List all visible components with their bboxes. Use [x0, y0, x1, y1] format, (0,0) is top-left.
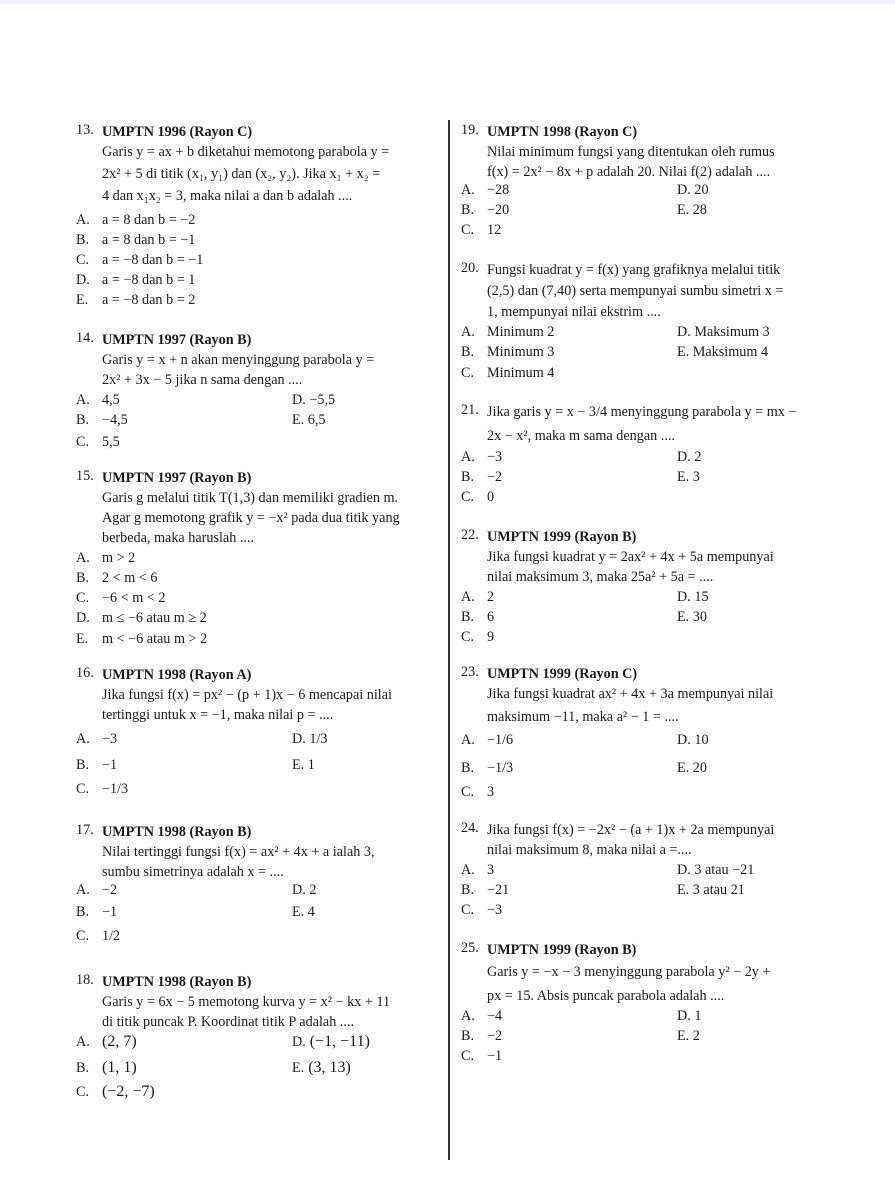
option-b[interactable] [461, 200, 509, 220]
stem-line: Jika fungsi kuadrat y = 2ax² + 4x + 5a mempunyai [487, 549, 774, 565]
option-a[interactable] [76, 729, 117, 749]
option-letter: C. [461, 1048, 475, 1064]
option-text: −1 [102, 757, 118, 773]
option-text: −4 [487, 1008, 503, 1024]
option-letter: A. [461, 182, 475, 198]
option-text: (−2, −7) [102, 1083, 155, 1100]
option-d[interactable] [76, 608, 207, 628]
option-d[interactable] [292, 880, 316, 900]
question-number: 18. [76, 972, 94, 988]
option-d[interactable] [292, 1032, 370, 1052]
question-title: UMPTN 1999 (Rayon B) [487, 529, 637, 545]
option-letter: E. [292, 1060, 305, 1076]
option-e[interactable] [677, 880, 745, 900]
option-text: 2 [694, 449, 702, 465]
option-a[interactable] [461, 730, 513, 750]
option-c[interactable] [76, 250, 203, 270]
option-text: 10 [694, 732, 709, 748]
option-text: −4,5 [102, 412, 128, 428]
option-d[interactable] [677, 860, 754, 880]
question-title: UMPTN 1998 (Rayon C) [487, 124, 638, 140]
option-letter: B. [76, 412, 90, 428]
option-text: (1, 1) [102, 1059, 137, 1076]
option-letter: E. [677, 469, 690, 485]
option-letter: A. [76, 882, 90, 898]
stem-line: 2x² + 3x − 5 jika n sama dengan .... [102, 372, 303, 388]
option-e[interactable] [292, 1058, 351, 1078]
option-letter: B. [76, 904, 90, 920]
option-letter: C. [76, 252, 90, 268]
option-c[interactable] [461, 900, 502, 920]
option-letter: E. [292, 412, 305, 428]
option-letter: D. [677, 589, 691, 605]
column-divider [448, 120, 450, 1160]
option-letter: A. [461, 589, 475, 605]
option-b[interactable] [76, 410, 128, 430]
option-text: 3 atau −21 [694, 862, 755, 878]
option-text: m > 2 [102, 550, 136, 566]
option-c[interactable] [461, 363, 554, 383]
question-number: 13. [76, 122, 94, 138]
stem-line: Nilai tertinggi fungsi f(x) = ax² + 4x + a ialah 3, [102, 844, 375, 860]
option-letter: B. [461, 609, 475, 625]
option-text: 2 [487, 589, 495, 605]
stem-line: (2,5) dan (7,40) serta mempunyai sumbu simetri x = [487, 283, 784, 299]
option-text: Minimum 4 [487, 365, 555, 381]
option-letter: A. [76, 1034, 90, 1050]
option-letter: C. [461, 784, 475, 800]
option-text: −1/6 [487, 732, 514, 748]
option-letter: D. [292, 392, 306, 408]
stem-line: 1, mempunyai nilai ekstrim .... [487, 304, 661, 320]
option-b[interactable] [461, 758, 513, 778]
option-letter: B. [461, 469, 475, 485]
option-a[interactable] [461, 180, 509, 200]
option-text: 1/3 [309, 731, 328, 747]
option-letter: B. [461, 202, 475, 218]
option-letter: E. [292, 904, 305, 920]
stem-line: Agar g memotong grafik y = −x² pada dua titik yang [102, 510, 400, 526]
option-a[interactable] [76, 390, 120, 410]
option-c[interactable] [76, 926, 120, 946]
option-text: −2 [102, 882, 118, 898]
option-letter: E. [677, 344, 690, 360]
stem-line: Jika fungsi f(x) = px² − (p + 1)x − 6 mencapai nilai [102, 687, 392, 703]
stem-line: Jika fungsi kuadrat ax² + 4x + 3a mempunyai nilai [487, 686, 774, 702]
option-d[interactable] [292, 390, 335, 410]
option-letter: B. [76, 570, 90, 586]
option-b[interactable] [461, 1026, 502, 1046]
option-letter: B. [461, 760, 475, 776]
question-title: UMPTN 1999 (Rayon C) [487, 666, 638, 682]
option-text: 28 [692, 202, 707, 218]
option-text: 20 [694, 182, 709, 198]
option-text: 6 [487, 609, 495, 625]
option-text: 1 [307, 757, 315, 773]
question-number: 21. [461, 402, 479, 418]
stem-line: berbeda, maka haruslah .... [102, 530, 255, 546]
option-letter: E. [292, 757, 305, 773]
option-letter: D. [292, 731, 306, 747]
stem-line: Garis y = 6x − 5 memotong kurva y = x² − kx + 11 [102, 994, 391, 1010]
question-number: 22. [461, 527, 479, 543]
question-title: UMPTN 1997 (Rayon B) [102, 332, 252, 348]
option-text: −2 [487, 469, 503, 485]
question-number: 25. [461, 940, 479, 956]
option-text: 3 atau 21 [692, 882, 745, 898]
option-text: Maksimum 4 [692, 344, 769, 360]
option-letter: B. [461, 1028, 475, 1044]
stem-line: 2x − x², maka m sama dengan .... [487, 428, 675, 444]
option-text: −28 [487, 182, 510, 198]
option-text: 2 < m < 6 [102, 570, 158, 586]
option-b[interactable] [461, 607, 494, 627]
option-c[interactable] [461, 220, 501, 240]
option-letter: C. [461, 489, 475, 505]
option-e[interactable] [76, 629, 207, 649]
option-d[interactable] [292, 729, 327, 749]
question-number: 24. [461, 820, 479, 836]
option-letter: C. [461, 222, 475, 238]
stem-line: px = 15. Absis puncak parabola adalah .... [487, 988, 725, 1004]
stem-line: nilai maksimum 8, maka nilai a =.... [487, 842, 692, 858]
option-text: −20 [487, 202, 510, 218]
option-e[interactable] [677, 342, 768, 362]
option-a[interactable] [76, 210, 195, 230]
option-c[interactable] [76, 588, 165, 608]
option-d[interactable] [76, 270, 195, 290]
option-letter: A. [76, 550, 90, 566]
option-letter: E. [677, 760, 690, 776]
option-letter: D. [76, 272, 90, 288]
option-letter: E. [677, 202, 690, 218]
option-a[interactable] [76, 880, 117, 900]
option-text: −3 [102, 731, 118, 747]
option-text: (−1, −11) [309, 1033, 370, 1050]
option-text: 15 [694, 589, 709, 605]
option-e[interactable] [677, 467, 700, 487]
question-number: 19. [461, 122, 479, 138]
question-title: UMPTN 1998 (Rayon A) [102, 667, 252, 683]
option-letter: B. [461, 882, 475, 898]
stem-line: di titik puncak P. Koordinat titik P adalah .... [102, 1014, 355, 1030]
option-d[interactable] [677, 180, 709, 200]
option-text: 12 [487, 222, 502, 238]
option-b[interactable] [76, 902, 117, 922]
stem-line: sumbu simetrinya adalah x = .... [102, 864, 284, 880]
option-text: m ≤ −6 atau m ≥ 2 [102, 610, 207, 626]
option-b[interactable] [461, 342, 554, 362]
option-text: 5,5 [102, 434, 120, 450]
option-d[interactable] [677, 322, 770, 342]
option-letter: D. [677, 1008, 691, 1024]
option-letter: D. [677, 862, 691, 878]
stem-line: Fungsi kuadrat y = f(x) yang grafiknya melalui titik [487, 262, 781, 278]
stem-line: nilai maksimum 3, maka 25a² + 5a = .... [487, 569, 714, 585]
option-a[interactable] [76, 1032, 137, 1052]
option-letter: C. [76, 590, 90, 606]
option-letter: C. [461, 629, 475, 645]
option-letter: A. [461, 324, 475, 340]
option-a[interactable] [461, 1006, 502, 1026]
option-letter: C. [461, 902, 475, 918]
option-letter: D. [677, 732, 691, 748]
option-letter: A. [461, 862, 475, 878]
option-letter: D. [76, 610, 90, 626]
option-text: 6,5 [307, 412, 326, 428]
question-number: 14. [76, 330, 94, 346]
stem-line: Garis y = x + n akan menyinggung parabola y = [102, 352, 375, 368]
option-a[interactable] [461, 587, 494, 607]
option-letter: A. [76, 212, 90, 228]
option-text: a = 8 dan b = −1 [102, 232, 196, 248]
option-d[interactable] [677, 447, 701, 467]
option-letter: D. [677, 449, 691, 465]
option-a[interactable] [461, 860, 494, 880]
option-e[interactable] [677, 607, 707, 627]
option-e[interactable] [292, 410, 326, 430]
option-text: −6 < m < 2 [102, 590, 166, 606]
option-letter: A. [76, 392, 90, 408]
option-text: 9 [487, 629, 495, 645]
option-c[interactable] [461, 487, 494, 507]
option-letter: D. [292, 882, 306, 898]
option-letter: C. [76, 1084, 90, 1100]
option-text: −21 [487, 882, 510, 898]
option-b[interactable] [76, 755, 117, 775]
option-e[interactable] [677, 1026, 700, 1046]
option-c[interactable] [461, 782, 494, 802]
option-letter: A. [461, 1008, 475, 1024]
question-title: UMPTN 1996 (Rayon C) [102, 124, 253, 140]
option-a[interactable] [76, 548, 135, 568]
question-number: 20. [461, 260, 479, 276]
option-text: 2 [309, 882, 317, 898]
option-e[interactable] [677, 758, 707, 778]
option-letter: D. [677, 182, 691, 198]
option-c[interactable] [76, 779, 128, 799]
option-letter: C. [76, 781, 90, 797]
option-text: 20 [692, 760, 707, 776]
stem-line: Garis y = ax + b diketahui memotong parabola y = [102, 144, 390, 160]
question-number: 17. [76, 822, 94, 838]
option-letter: A. [461, 449, 475, 465]
question-number: 15. [76, 468, 94, 484]
stem-line: tertinggi untuk x = −1, maka nilai p = .... [102, 707, 334, 723]
question-title: UMPTN 1997 (Rayon B) [102, 470, 252, 486]
option-letter: B. [461, 344, 475, 360]
option-text: 2 [692, 1028, 700, 1044]
option-e[interactable] [677, 200, 707, 220]
option-letter: E. [677, 609, 690, 625]
option-letter: D. [677, 324, 691, 340]
option-text: 3 [487, 862, 495, 878]
stem-line: 4 dan x₁x₂ = 3, maka nilai a dan b adalah .... [102, 188, 353, 204]
stem-line: Nilai minimum fungsi yang ditentukan oleh rumus [487, 144, 775, 160]
option-letter: B. [76, 757, 90, 773]
option-text: 30 [692, 609, 707, 625]
option-text: −2 [487, 1028, 503, 1044]
option-text: 1 [694, 1008, 702, 1024]
stem-line: Jika fungsi f(x) = −2x² − (a + 1)x + 2a mempunyai [487, 822, 775, 838]
option-text: a = −8 dan b = 2 [102, 292, 196, 308]
option-letter: E. [76, 292, 89, 308]
option-e[interactable] [76, 290, 195, 310]
option-text: −1 [487, 1048, 503, 1064]
option-letter: B. [76, 232, 90, 248]
option-text: −1 [102, 904, 118, 920]
option-b[interactable] [461, 467, 502, 487]
option-c[interactable] [76, 432, 120, 452]
option-text: −1/3 [487, 760, 514, 776]
option-letter: A. [76, 731, 90, 747]
option-letter: E. [677, 1028, 690, 1044]
option-text: m < −6 atau m > 2 [102, 631, 208, 647]
option-text: 4,5 [102, 392, 120, 408]
option-text: −1/3 [102, 781, 129, 797]
option-text: Minimum 2 [487, 324, 555, 340]
option-e[interactable] [292, 755, 315, 775]
option-text: 3 [487, 784, 495, 800]
option-letter: D. [292, 1034, 306, 1050]
option-text: 1/2 [102, 928, 121, 944]
option-text: (3, 13) [308, 1059, 351, 1076]
option-b[interactable] [76, 1058, 137, 1078]
option-letter: B. [76, 1060, 90, 1076]
option-c[interactable] [461, 1046, 502, 1066]
question-number: 23. [461, 664, 479, 680]
option-text: 0 [487, 489, 495, 505]
option-c[interactable] [76, 1082, 155, 1102]
option-text: a = 8 dan b = −2 [102, 212, 196, 228]
stem-line: 2x² + 5 di titik (x₁, y₁) dan (x₂, y₂). Jika x₁ + x₂ = [102, 166, 381, 182]
stem-line: maksimum −11, maka a² − 1 = .... [487, 709, 679, 725]
option-text: −3 [487, 449, 503, 465]
question-title: UMPTN 1999 (Rayon B) [487, 942, 637, 958]
question-title: UMPTN 1998 (Rayon B) [102, 824, 252, 840]
option-letter: E. [677, 882, 690, 898]
option-b[interactable] [76, 230, 195, 250]
stem-line: Jika garis y = x − 3/4 menyinggung parabola y = mx − [487, 404, 797, 420]
option-text: a = −8 dan b = 1 [102, 272, 196, 288]
option-c[interactable] [461, 627, 494, 647]
option-letter: E. [76, 631, 89, 647]
option-d[interactable] [677, 587, 709, 607]
stem-line: Garis y = −x − 3 menyinggung parabola y² − 2y + [487, 964, 771, 980]
stem-line: Garis g melalui titik T(1,3) dan memiliki gradien m. [102, 490, 399, 506]
question-title: UMPTN 1998 (Rayon B) [102, 974, 252, 990]
option-text: 4 [307, 904, 315, 920]
option-b[interactable] [76, 568, 157, 588]
stem-line: f(x) = 2x² − 8x + p adalah 20. Nilai f(2) adalah .... [487, 164, 771, 180]
option-text: a = −8 dan b = −1 [102, 252, 204, 268]
option-letter: C. [76, 434, 90, 450]
option-d[interactable] [677, 1006, 701, 1026]
option-text: Minimum 3 [487, 344, 555, 360]
option-letter: A. [461, 732, 475, 748]
option-a[interactable] [461, 447, 502, 467]
option-text: −5,5 [309, 392, 336, 408]
option-e[interactable] [292, 902, 315, 922]
option-text: (2, 7) [102, 1033, 137, 1050]
option-letter: C. [461, 365, 475, 381]
question-number: 16. [76, 665, 94, 681]
option-text: Maksimum 3 [694, 324, 770, 340]
option-text: −3 [487, 902, 503, 918]
top-strip [0, 0, 895, 4]
option-text: 3 [692, 469, 700, 485]
option-letter: C. [76, 928, 90, 944]
option-d[interactable] [677, 730, 709, 750]
option-a[interactable] [461, 322, 554, 342]
option-b[interactable] [461, 880, 509, 900]
